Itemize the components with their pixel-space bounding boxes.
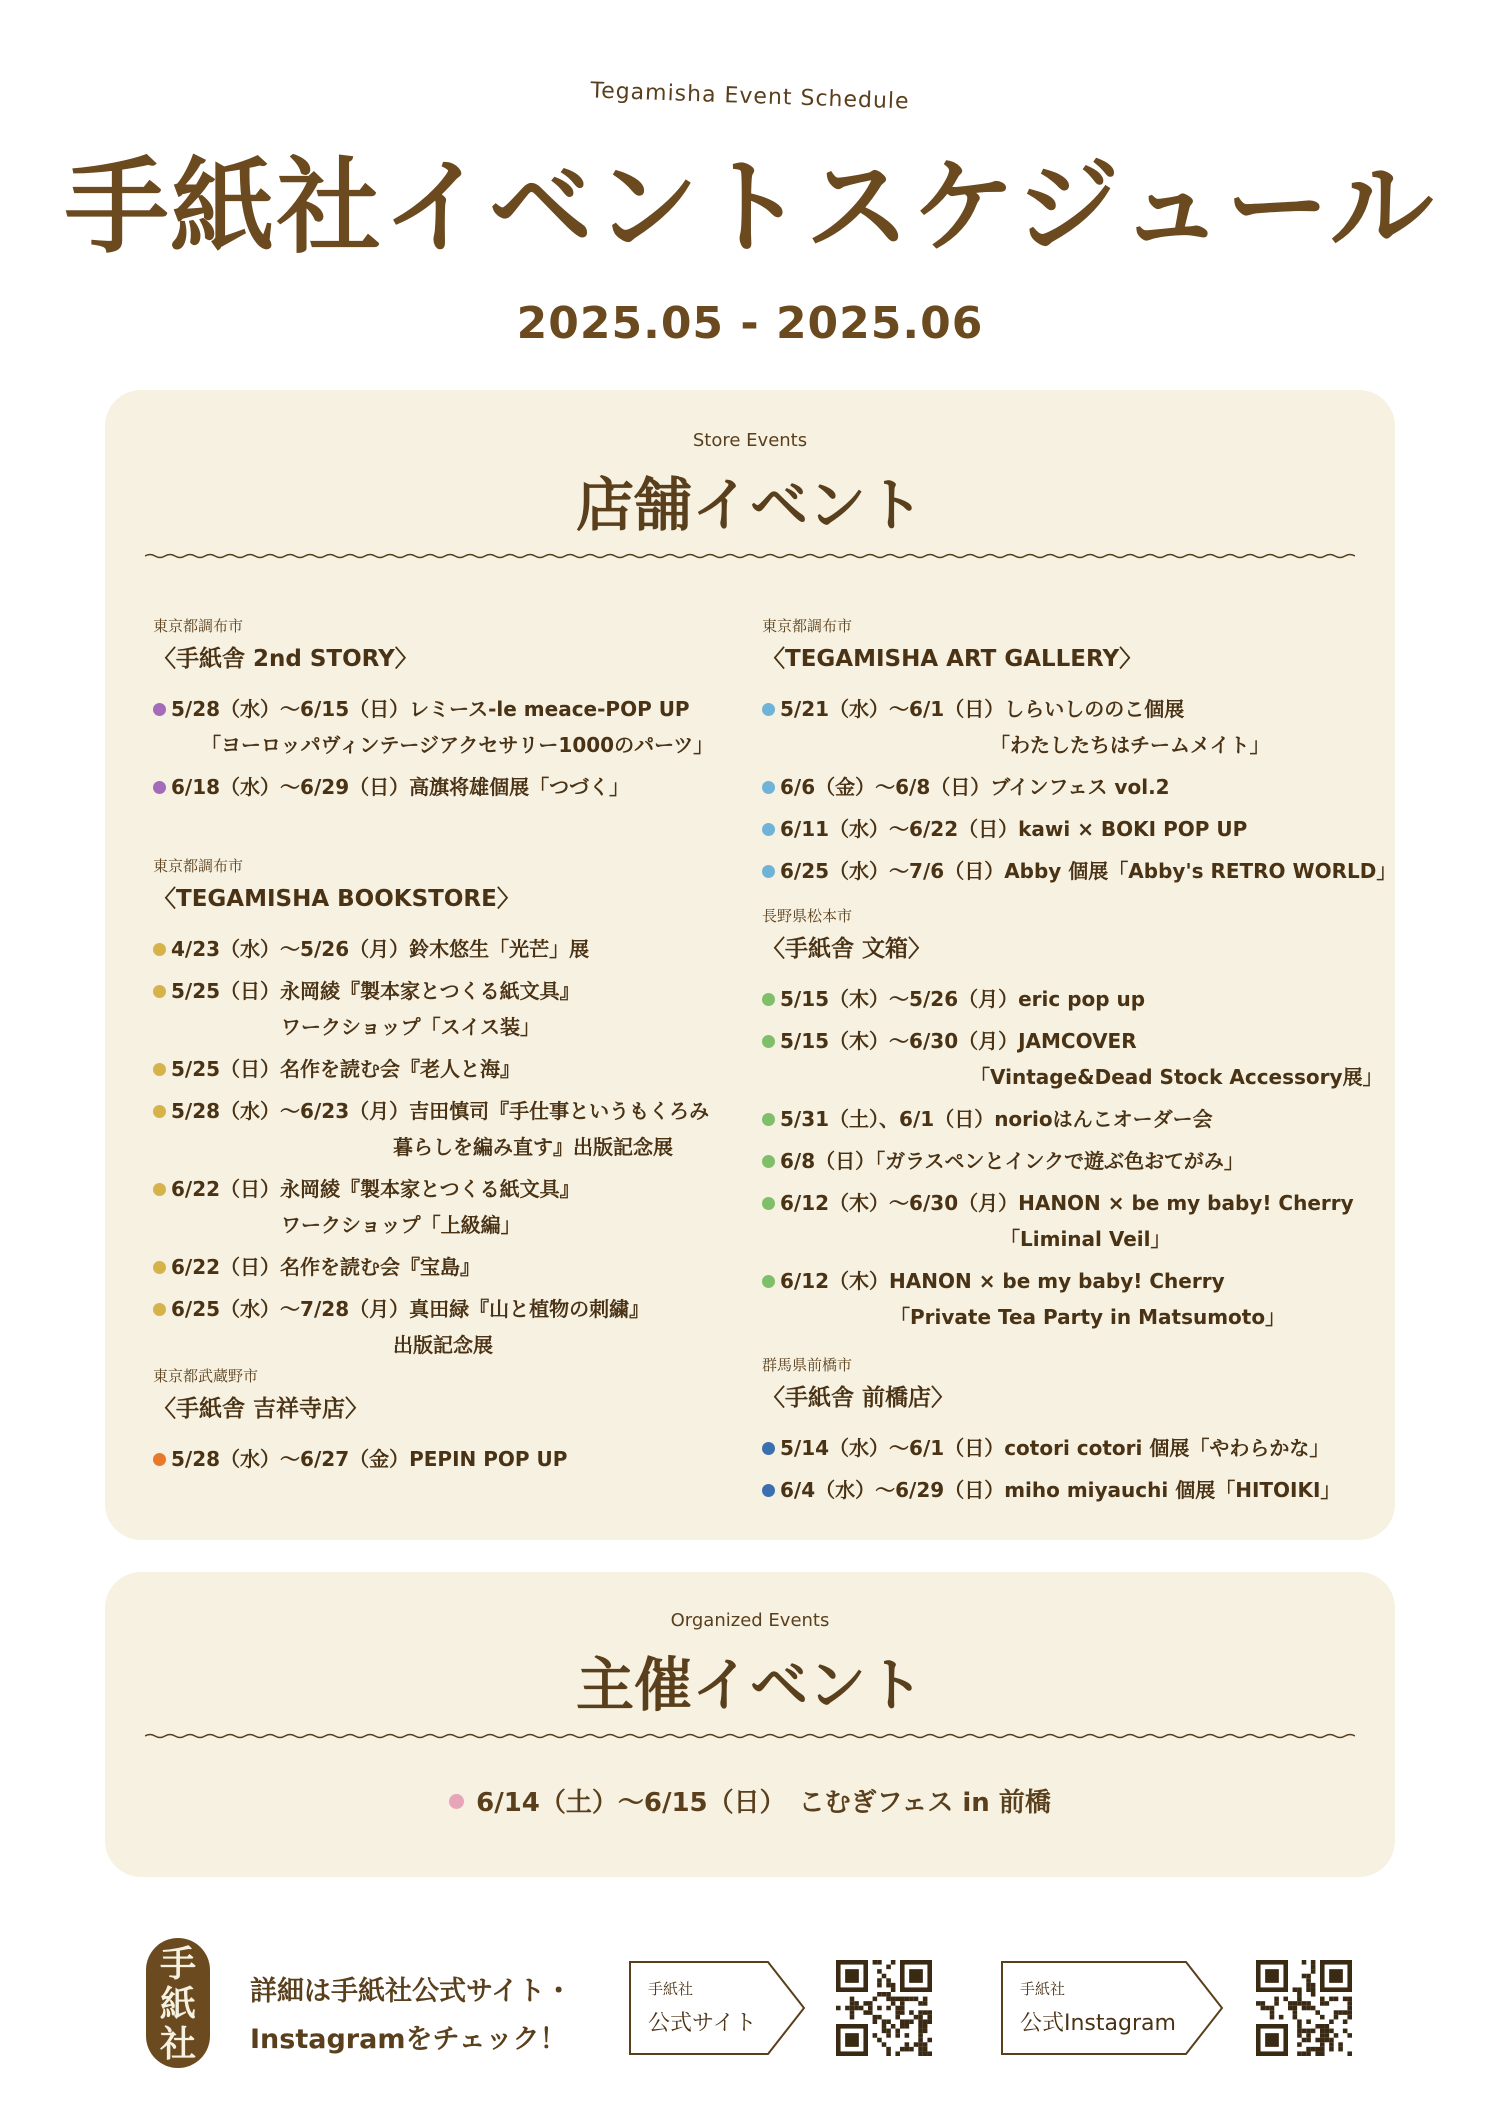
event-item bbox=[762, 1023, 1383, 1095]
store-city: 東京都調布市 bbox=[153, 857, 244, 875]
store-events-panel bbox=[105, 390, 1395, 1540]
store-name: 〈手紙舎 前橋店〉 bbox=[762, 1385, 955, 1411]
event-subtext: 「わたしたちはチームメイト」 bbox=[990, 733, 1270, 757]
official-instagram-button-label: 公式Instagram bbox=[1020, 2011, 1176, 2036]
event-item bbox=[153, 931, 709, 967]
event-text: 6/25（水）〜7/28（月）真田緑『山と植物の刺繍』 bbox=[171, 1297, 650, 1321]
subtitle-en: Tegamisha Event Schedule bbox=[590, 78, 910, 115]
event-text: 4/23（水）〜5/26（月）鈴木悠生「光芒」展 bbox=[171, 937, 590, 961]
event-dot bbox=[153, 1105, 166, 1118]
event-text: 6/11（水）〜6/22（日）kawi × BOKI POP UP bbox=[780, 817, 1248, 841]
event-subtext: 「ヨーロッパヴィンテージアクセサリー1000のパーツ」 bbox=[201, 733, 714, 757]
event-dot bbox=[762, 865, 775, 878]
event-item bbox=[762, 1185, 1383, 1257]
event-dot bbox=[762, 823, 775, 836]
organized-events-panel bbox=[105, 1572, 1395, 1877]
store-name: 〈手紙舎 吉祥寺店〉 bbox=[153, 1396, 369, 1422]
event-item bbox=[153, 973, 709, 1045]
organized-event-text: 6/14（土）〜6/15（日） こむぎフェス in 前橋 bbox=[476, 1788, 1051, 1818]
event-text: 6/6（金）〜6/8（日）ブインフェス vol.2 bbox=[780, 775, 1170, 799]
event-dot bbox=[153, 703, 166, 716]
store-events-label-en: Store Events bbox=[692, 430, 808, 451]
store-block bbox=[153, 855, 709, 1369]
store-city: 東京都武蔵野市 bbox=[153, 1367, 259, 1385]
event-item bbox=[762, 769, 1396, 805]
official-site-button[interactable] bbox=[628, 1960, 808, 2056]
event-item bbox=[762, 811, 1396, 847]
store-name: 〈TEGAMISHA ART GALLERY〉 bbox=[762, 646, 1143, 672]
event-dot bbox=[153, 943, 166, 956]
store-city: 東京都調布市 bbox=[762, 617, 853, 635]
event-item bbox=[153, 1249, 709, 1285]
event-text: 6/8（日）「ガラスペンとインクで遊ぶ色おてがみ」 bbox=[780, 1149, 1244, 1173]
qr-code-icon[interactable] bbox=[836, 1960, 932, 2056]
event-text: 5/28（水）〜6/27（金）PEPIN POP UP bbox=[171, 1447, 568, 1471]
store-city: 長野県松本市 bbox=[762, 907, 853, 925]
official-site-button-label: 公式サイト bbox=[648, 2011, 757, 2036]
wavy-divider bbox=[145, 1730, 1355, 1742]
event-dot bbox=[153, 985, 166, 998]
event-text: 5/14（水）〜6/1（日）cotori cotori 個展「やわらかな」 bbox=[780, 1436, 1330, 1460]
event-dot bbox=[762, 703, 775, 716]
event-item bbox=[153, 1171, 709, 1243]
page-title: 手紙社イベントスケジュール bbox=[64, 146, 1436, 268]
event-dot bbox=[153, 1261, 166, 1274]
event-item bbox=[153, 691, 713, 763]
event-text: 5/15（木）〜6/30（月）JAMCOVER bbox=[780, 1029, 1137, 1053]
event-text: 5/15（木）〜5/26（月）eric pop up bbox=[780, 987, 1146, 1011]
store-city: 群馬県前橋市 bbox=[762, 1356, 853, 1374]
wavy-divider bbox=[145, 550, 1355, 562]
event-subtext: ワークショップ「上級編」 bbox=[281, 1213, 521, 1237]
event-item bbox=[762, 691, 1396, 763]
official-instagram-button-small: 手紙社 bbox=[1020, 1980, 1066, 1998]
store-name: 〈手紙舎 2nd STORY〉 bbox=[153, 646, 418, 672]
event-dot bbox=[153, 1303, 166, 1316]
event-dot bbox=[762, 1197, 775, 1210]
event-dot bbox=[153, 781, 166, 794]
event-dot bbox=[449, 1794, 464, 1809]
event-text: 6/22（日）名作を読む会『宝島』 bbox=[171, 1255, 481, 1279]
event-item bbox=[762, 1263, 1383, 1335]
tegamisha-logo bbox=[146, 1938, 210, 2068]
event-item bbox=[153, 769, 713, 805]
event-dot bbox=[762, 1275, 775, 1288]
event-text: 5/31（土）、6/1（日）norioはんこオーダー会 bbox=[780, 1107, 1213, 1131]
event-text: 6/22（日）永岡綾『製本家とつくる紙文具』 bbox=[171, 1177, 580, 1201]
event-item bbox=[762, 1143, 1383, 1179]
official-instagram-button[interactable] bbox=[1000, 1960, 1226, 2056]
store-events-title: 店舗イベント bbox=[575, 471, 924, 539]
footer-line-2: Instagramをチェック！ bbox=[250, 2024, 567, 2055]
footer-line-1: 詳細は手紙社公式サイト・ bbox=[250, 1976, 573, 2007]
event-text: 5/28（水）〜6/23（月）吉田慎司『手仕事というもくろみ bbox=[171, 1099, 710, 1123]
store-block bbox=[762, 615, 1396, 895]
organized-events-label-en: Organized Events bbox=[670, 1610, 830, 1631]
event-item bbox=[153, 1093, 709, 1165]
event-item bbox=[153, 1051, 709, 1087]
event-subtext: ワークショップ「スイス装」 bbox=[281, 1015, 540, 1039]
event-text: 6/12（木）〜6/30（月）HANON × be my baby! Cherry bbox=[780, 1191, 1354, 1215]
event-dot bbox=[762, 993, 775, 1006]
event-text: 6/18（水）〜6/29（日）高旗将雄個展「つづく」 bbox=[171, 775, 630, 799]
event-dot bbox=[153, 1183, 166, 1196]
event-dot bbox=[762, 1113, 775, 1126]
store-name: 〈TEGAMISHA BOOKSTORE〉 bbox=[153, 886, 520, 912]
store-block bbox=[153, 615, 713, 811]
event-text: 5/21（水）〜6/1（日）しらいしののこ個展 bbox=[780, 697, 1185, 721]
event-dot bbox=[153, 1063, 166, 1076]
qr-code-icon[interactable] bbox=[1256, 1960, 1352, 2056]
date-range: 2025.05 - 2025.06 bbox=[516, 298, 984, 349]
event-text: 5/28（水）〜6/15（日）レミース-le meace-POP UP bbox=[171, 697, 690, 721]
event-text: 6/4（水）〜6/29（日）miho miyauchi 個展「HITOIKI」 bbox=[780, 1478, 1341, 1502]
event-subtext: 「Private Tea Party in Matsumoto」 bbox=[890, 1305, 1286, 1329]
event-dot bbox=[762, 1155, 775, 1168]
event-item bbox=[762, 1472, 1340, 1508]
event-dot bbox=[762, 1442, 775, 1455]
footer-message bbox=[250, 1968, 572, 2064]
event-item bbox=[762, 853, 1396, 889]
store-block bbox=[153, 1365, 567, 1483]
organized-events-title: 主催イベント bbox=[575, 1651, 924, 1719]
event-subtext: 出版記念展 bbox=[393, 1333, 493, 1357]
official-site-button-small: 手紙社 bbox=[648, 1980, 694, 1998]
event-item bbox=[153, 1441, 567, 1477]
store-name: 〈手紙舎 文箱〉 bbox=[762, 936, 932, 962]
event-item bbox=[762, 1101, 1383, 1137]
event-subtext: 「Liminal Veil」 bbox=[1000, 1227, 1171, 1251]
event-dot bbox=[153, 1453, 166, 1466]
store-city: 東京都調布市 bbox=[153, 617, 244, 635]
store-block bbox=[762, 1354, 1340, 1514]
event-text: 6/25（水）〜7/6（日）Abby 個展「Abby's RETRO WORLD」 bbox=[780, 859, 1397, 883]
organized-event-item bbox=[105, 1782, 1395, 1819]
event-subtext: 暮らしを編み直す』出版記念展 bbox=[393, 1135, 673, 1159]
event-dot bbox=[762, 1035, 775, 1048]
event-text: 6/12（木）HANON × be my baby! Cherry bbox=[780, 1269, 1225, 1293]
event-dot bbox=[762, 1484, 775, 1497]
event-item bbox=[762, 1430, 1340, 1466]
event-dot bbox=[762, 781, 775, 794]
event-text: 5/25（日）永岡綾『製本家とつくる紙文具』 bbox=[171, 979, 580, 1003]
event-subtext: 「Vintage&Dead Stock Accessory展」 bbox=[970, 1065, 1383, 1089]
event-text: 5/25（日）名作を読む会『老人と海』 bbox=[171, 1057, 521, 1081]
event-item bbox=[762, 981, 1383, 1017]
event-item bbox=[153, 1291, 709, 1363]
store-block bbox=[762, 905, 1383, 1341]
logo-text: 手紙社 bbox=[159, 1943, 196, 2065]
